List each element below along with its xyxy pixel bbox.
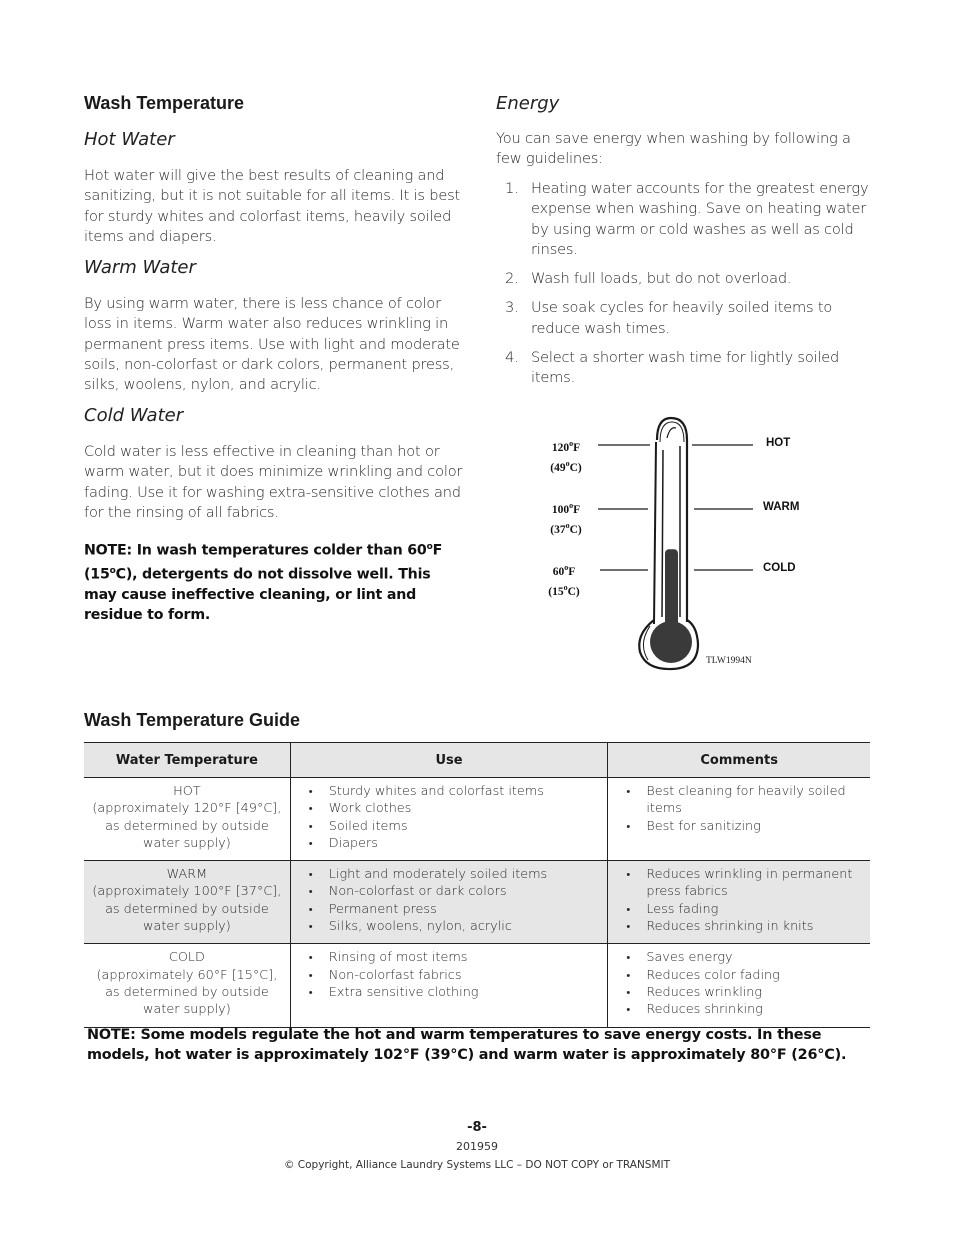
cold-water-text: Cold water is less effective in cleaning than hot or warm water, but it does minimize wrinkling and color fading. Use it for washing extra-sensitive clothes and for the rinsing of all fabrics. [84, 443, 463, 521]
use-cell [290, 944, 608, 1027]
step-text: Heating water accounts for the greatest energy expense when washing. Save on heating water by using warm or cold washes as well as cold rinses. [531, 180, 869, 258]
temp-f: 100 [551, 503, 570, 516]
warm-water-text: By using warm water, there is less chance of color loss in items. Warm water also reduces wrinkling in permanent press items. Use with light and moderate soils, non-colorfast or dark colors, permanent press, silks, woolens, nylon, and acrylic. [84, 295, 460, 394]
degree-mark: o [564, 563, 569, 572]
col-header-use: Use [290, 743, 608, 778]
list-item: • Reduces wrinkling [614, 984, 864, 1001]
table-header-row [84, 743, 870, 778]
temp-approx: (approximately 60°F [15°C], as determined by outside water supply) [96, 967, 278, 1018]
list-item: • Diapers [297, 835, 602, 852]
col-header-comments: Comments [608, 743, 870, 778]
list-item: • Work clothes [297, 800, 602, 817]
degree-mark: o [569, 501, 574, 510]
heading-energy: Energy [496, 93, 560, 114]
section-title-wash-temperature: Wash Temperature [84, 93, 245, 113]
temp-approx: (approximately 120°F [49°C], as determined by outside water supply) [92, 801, 282, 851]
col-header-water-temperature: Water Temperature [84, 743, 290, 778]
comments-cell [608, 778, 870, 861]
temp-f: 120 [551, 441, 570, 454]
guide-title: Wash Temperature Guide [84, 710, 301, 730]
wash-temperature-table [84, 742, 870, 1028]
list-item: • Reduces shrinking in knits [614, 918, 864, 935]
list-item: • Best cleaning for heavily soiled items [614, 783, 864, 818]
unit-c: C) [567, 585, 580, 598]
table-row [84, 861, 870, 944]
energy-step [496, 298, 870, 339]
degree-mark: o [565, 458, 570, 468]
temp-f: 60 [552, 565, 565, 578]
list-item: • Saves energy [614, 949, 864, 966]
step-text: Use soak cycles for heavily soiled items to reduce wash times. [531, 299, 833, 337]
note-text-part: NOTE: In wash temperatures colder than 60 [84, 542, 427, 559]
comments-cell [608, 861, 870, 944]
heading-warm-water: Warm Water [84, 257, 196, 278]
level-word-hot: HOT [766, 437, 791, 449]
temp-name: HOT [173, 784, 201, 799]
list-item: • Non-colorfast or dark colors [297, 883, 602, 900]
list-item: • Reduces wrinkling in permanent press fabrics [614, 866, 864, 901]
energy-intro: You can save energy when washing by following a few guidelines: [496, 130, 851, 168]
degree-mark: o [569, 439, 574, 448]
list-item: • Non-colorfast fabrics [297, 967, 602, 984]
step-number: 3. [505, 299, 519, 317]
list-item: • Silks, woolens, nylon, acrylic [297, 918, 602, 935]
temp-label-warm [534, 498, 598, 538]
step-number: 1. [505, 180, 519, 197]
list-item: • Light and moderately soiled items [297, 866, 602, 883]
doc-number: 201959 [456, 1140, 498, 1153]
list-item: • Reduces color fading [614, 967, 864, 984]
note-text-part: C), detergents do not dissolve well. This may cause ineffective cleaning, or lint and residue to form. [84, 566, 431, 624]
list-item: • Extra sensitive clothing [297, 984, 602, 1001]
cold-water-note [84, 537, 466, 626]
list-item: • Soiled items [297, 818, 602, 835]
level-word-cold: COLD [763, 562, 796, 574]
temp-name: WARM [166, 867, 208, 883]
temp-c: (49 [550, 461, 566, 474]
comments-cell [608, 944, 870, 1027]
list-item: • Best for sanitizing [614, 818, 864, 835]
guide-note: NOTE: Some models regulate the hot and warm temperatures to save energy costs. In these models, hot water is approximately 102°F (39°C) and warm water is approximately 80°F (26°C). [87, 1027, 847, 1064]
figure-code: TLW1994N [706, 656, 752, 666]
temp-cell [84, 944, 290, 1027]
energy-step [496, 269, 870, 289]
unit-f: F [573, 503, 581, 516]
table-row [84, 944, 870, 1027]
page-number: -8- [467, 1120, 487, 1135]
degree-mark: o [565, 520, 570, 530]
degree-mark: o [426, 542, 433, 552]
temp-name: COLD [168, 950, 205, 966]
unit-c: C) [569, 523, 582, 536]
energy-step [496, 348, 870, 389]
list-item: • Less fading [614, 901, 864, 918]
temp-cell [84, 861, 290, 944]
hot-water-text: Hot water will give the best results of cleaning and sanitizing, but it is not suitable for all items. It is best for sturdy whites and colorfast items, heavily soiled items and diapers. [84, 167, 461, 245]
heading-cold-water: Cold Water [84, 405, 184, 426]
step-number: 2. [505, 270, 519, 288]
table-row [84, 778, 870, 861]
list-item: • Permanent press [297, 901, 602, 918]
temp-c: (15 [548, 585, 564, 598]
energy-steps [496, 179, 870, 398]
energy-step [496, 179, 870, 260]
temp-label-hot [534, 436, 598, 476]
use-cell [290, 778, 608, 861]
copyright-notice: © Copyright, Alliance Laundry Systems LLC – DO NOT COPY or TRANSMIT [283, 1159, 671, 1171]
use-cell [290, 861, 608, 944]
list-item: • Rinsing of most items [297, 949, 602, 966]
list-item: • Sturdy whites and colorfast items [297, 783, 602, 800]
thermometer-figure [520, 412, 810, 672]
temp-c: (37 [550, 523, 566, 536]
heading-hot-water: Hot Water [84, 129, 175, 150]
unit-f: F [573, 441, 581, 454]
unit-f: F [568, 565, 576, 578]
temp-cell [84, 778, 290, 861]
step-text: Select a shorter wash time for lightly soiled items. [531, 349, 840, 387]
degree-mark: o [563, 582, 568, 592]
step-text: Wash full loads, but do not overload. [531, 270, 792, 288]
mercury-bulb [650, 621, 692, 663]
unit-c: C) [569, 461, 582, 474]
step-number: 4. [505, 349, 519, 367]
list-item: • Reduces shrinking [614, 1001, 864, 1018]
degree-mark: o [109, 566, 116, 577]
temp-label-cold [532, 560, 596, 600]
note-text-part: F (15 [84, 542, 443, 583]
level-word-warm: WARM [763, 501, 800, 513]
temp-approx: (approximately 100°F [37°C], as determined by outside water supply) [92, 884, 282, 935]
